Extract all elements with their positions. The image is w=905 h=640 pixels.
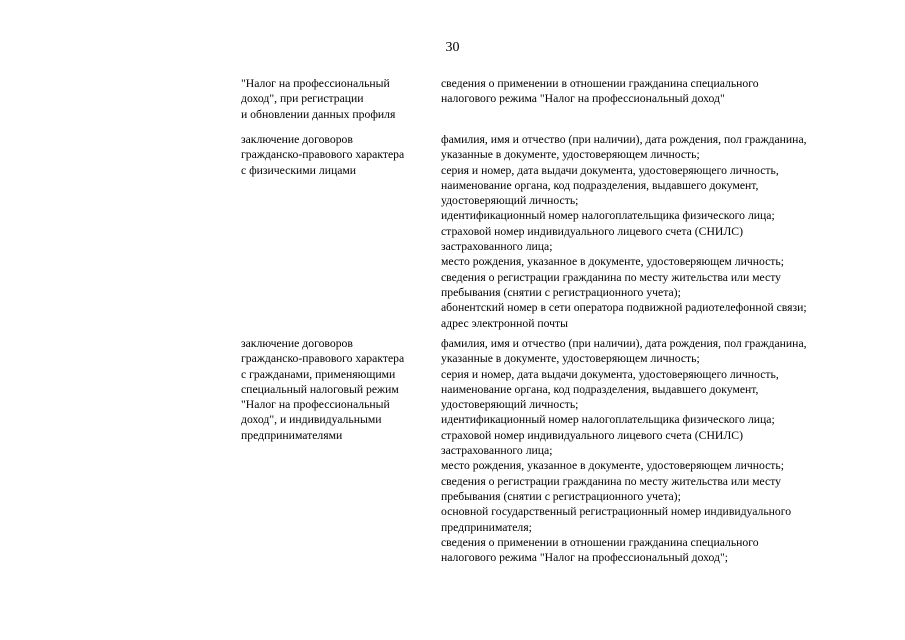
row-purpose-cell: [241, 76, 431, 122]
row-data-list-cell: [441, 336, 871, 565]
data-line: основной государственный регистрационный номер индивидуального: [441, 505, 792, 519]
data-line: пребывания (снятии с регистрационного учета);: [441, 489, 681, 503]
purpose-line: гражданско-правового характера: [241, 148, 405, 162]
data-line: серия и номер, дата выдачи документа, удостоверяющего личность,: [441, 367, 779, 381]
purpose-line: и обновлении данных профиля: [241, 107, 396, 121]
data-line: предпринимателя;: [441, 520, 532, 534]
row-data-list-cell: [441, 132, 871, 331]
data-line: адрес электронной почты: [441, 316, 569, 330]
purpose-line: "Налог на профессиональный: [241, 398, 390, 412]
row-purpose-cell: [241, 132, 431, 178]
row-data-list-cell: [441, 76, 871, 107]
row-purpose-cell: [241, 336, 431, 443]
data-line: фамилия, имя и отчество (при наличии), дата рождения, пол гражданина,: [441, 133, 807, 146]
page-number: 30: [445, 40, 460, 55]
data-line: идентификационный номер налогоплательщика физического лица;: [441, 413, 775, 427]
data-line: удостоверяющий личность;: [441, 194, 579, 208]
purpose-line: гражданско-правового характера: [241, 352, 405, 366]
purpose-line: заключение договоров: [241, 133, 353, 146]
purpose-line: предпринимателями: [241, 428, 343, 442]
data-line: сведения о регистрации гражданина по месту жительства или месту: [441, 270, 781, 284]
data-line: серия и номер, дата выдачи документа, удостоверяющего личность,: [441, 163, 779, 177]
data-line: абонентский номер в сети оператора подвижной радиотелефонной связи;: [441, 301, 807, 315]
purpose-line: с физическими лицами: [241, 163, 357, 177]
purpose-line: доход", и индивидуальными: [241, 413, 382, 427]
data-line: сведения о применении в отношении гражданина специального: [441, 77, 759, 90]
data-line: сведения о применении в отношении гражданина специального: [441, 535, 759, 549]
data-line: указанные в документе, удостоверяющем личность;: [441, 352, 700, 366]
data-line: наименование органа, код подразделения, выдавшего документ,: [441, 178, 759, 192]
data-line: сведения о регистрации гражданина по месту жительства или месту: [441, 474, 781, 488]
data-line: идентификационный номер налогоплательщика физического лица;: [441, 209, 775, 223]
data-line: страховой номер индивидуального лицевого счета (СНИЛС): [441, 428, 743, 442]
purpose-line: доход", при регистрации: [241, 92, 364, 106]
data-line: удостоверяющий личность;: [441, 398, 579, 412]
data-line: налогового режима "Налог на профессиональный доход";: [441, 551, 728, 565]
data-line: налогового режима "Налог на профессиональный доход": [441, 92, 725, 106]
purpose-line: "Налог на профессиональный: [241, 77, 390, 90]
purpose-line: с гражданами, применяющими: [241, 367, 396, 381]
data-line: указанные в документе, удостоверяющем личность;: [441, 148, 700, 162]
data-line: наименование органа, код подразделения, выдавшего документ,: [441, 382, 759, 396]
data-line: застрахованного лица;: [441, 240, 553, 254]
data-line: место рождения, указанное в документе, удостоверяющем личность;: [441, 255, 784, 269]
data-line: фамилия, имя и отчество (при наличии), дата рождения, пол гражданина,: [441, 337, 807, 350]
data-line: место рождения, указанное в документе, удостоверяющем личность;: [441, 459, 784, 473]
data-line: застрахованного лица;: [441, 444, 553, 458]
purpose-line: заключение договоров: [241, 337, 353, 350]
purpose-line: специальный налоговый режим: [241, 382, 399, 396]
data-line: страховой номер индивидуального лицевого счета (СНИЛС): [441, 224, 743, 238]
data-line: пребывания (снятии с регистрационного учета);: [441, 285, 681, 299]
